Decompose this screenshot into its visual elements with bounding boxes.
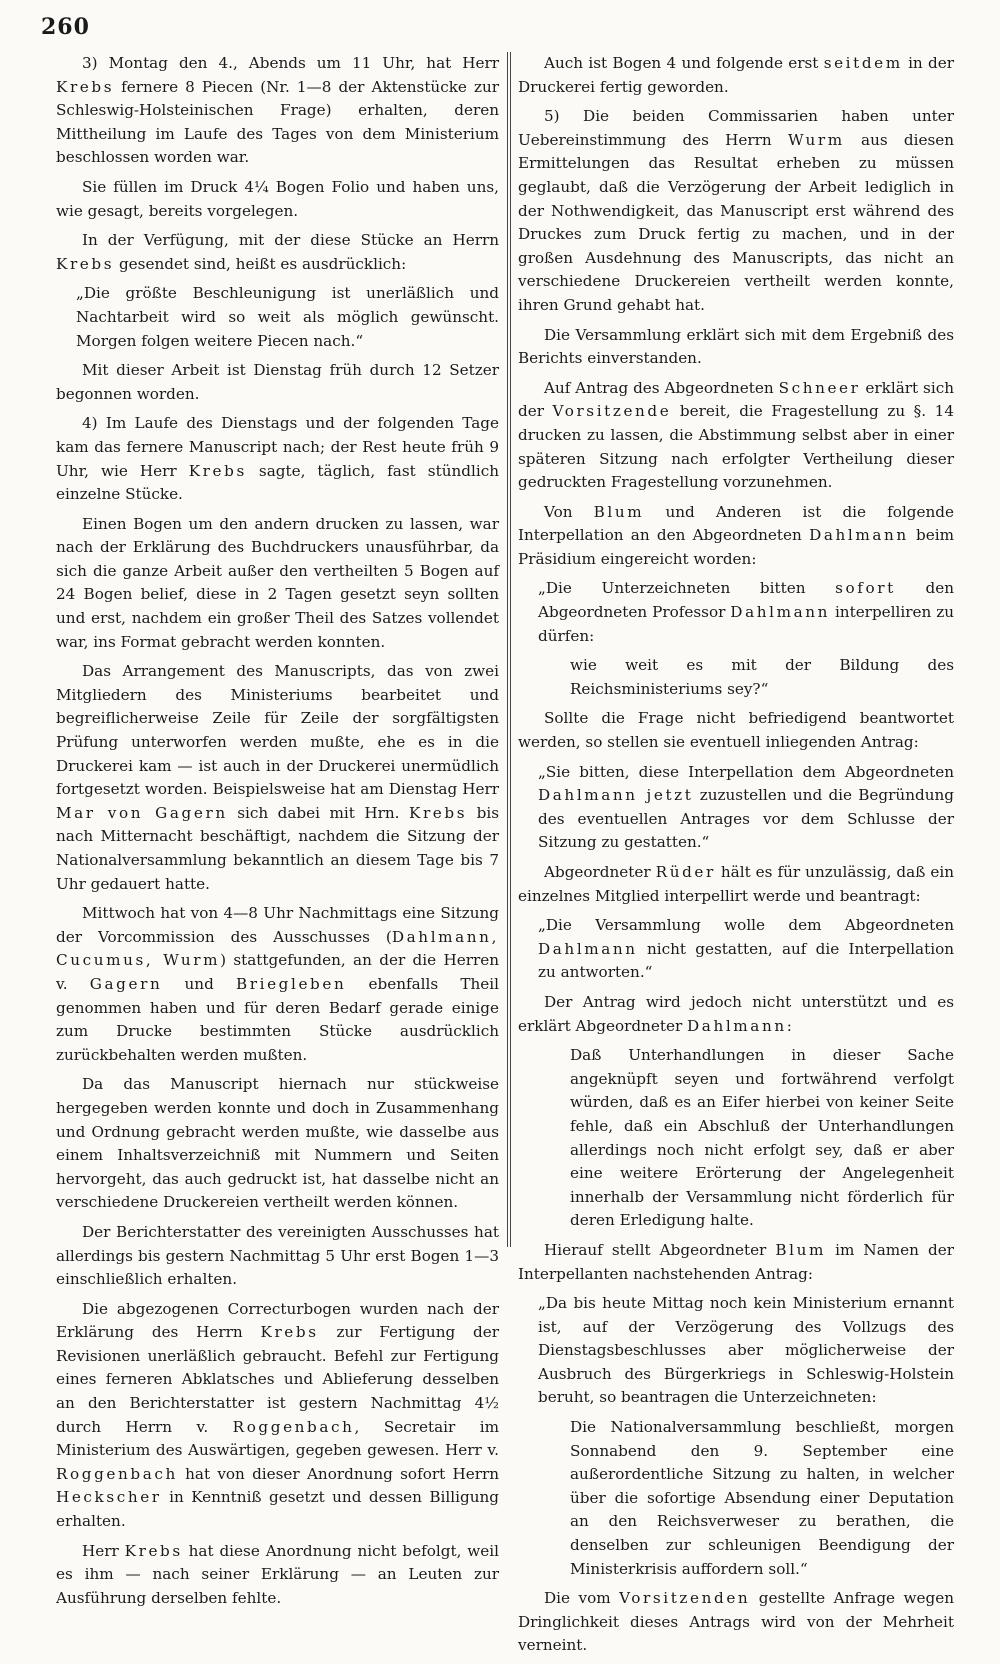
paragraph [518,105,954,317]
quoted-paragraph [570,1416,954,1581]
text-run: 3) Montag den 4., Abends um 11 Uhr, hat Herr [82,54,499,72]
quoted-paragraph [538,577,954,648]
spaced-name: Heckscher [56,1488,162,1507]
spaced-name: Dahlmann [538,939,638,958]
text-run: und [162,974,237,993]
text-run: Sollte die Frage nicht befriedigend beantwortet werden, so stellen sie eventuell inliegenden Antrag: [518,709,954,752]
left-column [56,52,499,1616]
text-run: Die abgezogenen Correcturbogen wurden nach der Erklärung des Herrn [56,1299,499,1342]
text-run: zur Fertigung der Revisionen unerläßlich gebraucht. Befehl zur Fertigung eines ferneren Abklatsches und Ablieferung desselben an den Berichterstatter ist gestern Nachmittag 4½ durch Herrn v. [56,1323,500,1436]
text-run: aus diesen Ermittelungen das Resultat erheben zu müssen geglaubt, daß die Verzögerung der Arbeit lediglich in der Nothwendigkeit, das Manuscript erst während des Druckes zum Druck fertig zu machen, und in der großen Ausdehnung des Manuscripts, das nicht an verschiedene Druckereien vertheilt werden konnte, ihren Grund gehabt hat. [518,130,955,314]
paragraph [56,359,499,406]
paragraph [518,501,954,572]
text-run: bereit, die Fragestellung zu §. 14 drucken zu lassen, die Abstimmung selbst aber in einer späteren Sitzung nach erfolgter Vertheilung dieser gedruckten Fragestellung vorzunehmen. [518,402,954,492]
text-run: Die vom [544,1589,620,1608]
spaced-name: Krebs [56,254,115,273]
spaced-name: Krebs [56,77,115,96]
text-run: Der Berichterstatter des vereinigten Ausschusses hat allerdings bis gestern Nachmittag 5 Uhr erst Bogen 1—3 einschließlich erhalten. [56,1222,499,1289]
text-run: interpelliren zu dürfen: [538,603,954,645]
text-run: Herr [82,1541,125,1560]
spaced-name: Vorsitzende [552,402,672,421]
paragraph [518,861,954,908]
spaced-name: Krebs [188,461,247,480]
paragraph [56,902,499,1067]
spaced-name: Dahlmann, Cucumus, Wurm [56,927,499,970]
paragraph [56,52,499,170]
text-run: hat diese Anordnung nicht befolgt, weil es ihm — nach seiner Erklärung — an Leuten zur Ausführung derselben fehlte. [56,1541,499,1607]
spaced-name: Roggenbach [232,1417,355,1436]
text-run: Die Nationalversammlung beschließt, morgen Sonnabend den 9. September eine außerordentliche Sitzung zu halten, in welcher über die sofortige Absendung einer Deputation an den Reichsverweser zu berathen, die denselben zur schleunigen Beendigung der Ministerkrisis auffordern soll.“ [570,1418,954,1578]
text-run: Daß Unterhandlungen in dieser Sache angeknüpft seyen und fortwährend verfolgt würden, daß es an Eifer hierbei von keiner Seite fehle, daß ein Abschluß der Unterhandlungen allerdings noch nicht erfolgt sey, daß er aber eine weitere Erörterung der Angelegenheit innerhalb der Versammlung nicht förderlich für deren Erledigung halte. [570,1046,954,1230]
text-run: im Namen der Interpellanten nachstehenden Antrag: [518,1240,954,1283]
spaced-name: Krebs [124,1541,183,1560]
paragraph [56,660,499,896]
text-run: : [786,1016,792,1035]
text-run: gestellte Anfrage wegen Dringlichkeit dieses Antrags wird von der Mehrheit verneint. [518,1589,954,1655]
paragraph [518,991,954,1038]
text-run: Von [544,502,594,521]
column-divider [507,52,511,1247]
text-run: und Anderen ist die folgende Interpellation an den Abgeordneten [518,502,955,545]
paragraph [56,513,499,655]
spaced-name: Gagern [89,974,163,993]
spaced-name: Schneer [778,378,861,397]
paragraph [56,1221,499,1292]
text-run: Der Antrag wird jedoch nicht unterstützt und es erklärt Abgeordneter [518,992,954,1035]
text-run: nicht gestatten, auf die Interpellation zu antworten.“ [538,939,954,982]
paragraph [56,176,499,223]
text-run: Auch ist Bogen 4 und folgende erst [544,54,824,72]
quoted-paragraph [538,914,954,985]
paragraph [56,1298,499,1534]
text-run: Mittwoch hat von 4—8 Uhr Nachmittags eine Sitzung der Vorcommission des Ausschusses ( [56,904,499,946]
spaced-name: Dahlmann jetzt [538,786,694,805]
text-run: „Die Unterzeichneten bitten [538,579,836,598]
paragraph [518,324,954,371]
text-run: gesendet sind, heißt es ausdrücklich: [114,254,407,273]
spaced-name: Roggenbach [56,1464,178,1483]
spaced-name: Wurm [787,130,845,149]
text-run: den Abgeordneten Professor [538,579,954,622]
spaced-name: seitdem [823,54,903,72]
text-run: , Secretair im Ministerium des Auswärtigen, gegeben gewesen. Herr v. [56,1417,499,1460]
text-run: erklärt sich der [518,378,954,421]
text-run: Hierauf stellt Abgeordneter [544,1240,776,1259]
text-run: Mit dieser Arbeit ist Dienstag früh durch 12 Setzer begonnen worden. [56,361,499,403]
spaced-name: Rüder [655,863,716,881]
paragraph [56,412,499,506]
text-run: Auf Antrag des Abgeordneten [544,378,779,397]
text-run: ebenfalls Theil genommen haben und für deren Bedarf gerade einige zum Drucke bestimmten Stücke ausdrücklich zurückbehalten werden mußten. [56,974,499,1064]
spaced-name: Blum [775,1240,827,1259]
text-run: Sie füllen im Druck 4¼ Bogen Folio und haben uns, wie gesagt, bereits vorgelegen. [56,177,499,220]
spaced-name: Krebs [260,1323,319,1342]
spaced-name: Vorsitzenden [619,1589,751,1608]
paragraph [56,1073,499,1215]
text-run: Einen Bogen um den andern drucken zu lassen, war nach der Erklärung des Buchdruckers unausführbar, da sich die ganze Arbeit außer den vertheilten 5 Bogen auf 24 Bogen belief, diese in 2 Tagen gesetzt seyn sollten und erst, nachdem ein großer Theil des Satzes vollendet war, ins Format gebracht werden konnten. [56,514,499,651]
text-run: in der Druckerei fertig geworden. [518,54,955,96]
text-run: 4) Im Laufe des Dienstags und der folgenden Tage kam das fernere Manuscript nach; der Rest heute früh 9 Uhr, wie Herr [56,414,499,480]
text-run: In der Verfügung, mit der diese Stücke an Herrn [82,231,499,250]
text-run: Das Arrangement des Manuscripts, das von zwei Mitgliedern des Ministeriums bearbeitet und begreiflicherweise Zeile für Zeile der sorgfältigsten Prüfung unterworfen werden mußte, ehe es in die Druckerei kam — ist auch in der Druckerei unermüdlich fortgesetzt worden. Beispielsweise hat am Dienstag Herr [56,662,499,799]
paragraph [518,1587,954,1658]
text-run: Da das Manuscript hiernach nur stückweise hergegeben werden konnte und doch in Zusammenhang und Ordnung gebracht werden mußte, wie dasselbe aus einem Inhaltsverzeichniß mit Nummern und Seiten hervorgeht, das auch gedruckt ist, hat dasselbe nicht an verschiedene Druckereien vertheilt werden können. [56,1075,499,1212]
spaced-name: Briegleben [236,974,347,993]
text-run: hält es für unzulässig, daß ein einzelnes Mitglied interpellirt werde und beantragt: [518,863,954,905]
text-run: beim Präsidium eingereicht worden: [518,526,954,568]
spaced-name: Krebs [409,803,468,822]
spaced-name: Dahlmann [730,603,830,622]
paragraph [518,52,954,99]
text-run: fernere 8 Piecen (Nr. 1—8 der Aktenstücke zur Schleswig-Holsteinischen Frage) erhalten, deren Mittheilung im Laufe des Tages von dem Ministerium beschlossen worden war. [56,77,499,167]
paragraph [56,229,499,276]
spaced-name: Dahlmann [687,1016,787,1035]
text-run: wie weit es mit der Bildung des Reichsministeriums sey?“ [570,656,954,698]
text-run: „Da bis heute Mittag noch kein Ministerium ernannt ist, auf der Verzögerung des Vollzugs des Dienstagsbeschlusses aber möglicherweise der Ausbruch des Bürgerkriegs in Schleswig-Holstein beruht, so beantragen die Unterzeichneten: [538,1294,954,1407]
quoted-paragraph [570,654,954,701]
text-run: „Die Versammlung wolle dem Abgeordneten [538,916,954,935]
quoted-paragraph [76,282,499,353]
quoted-paragraph [538,761,954,855]
paragraph [518,707,954,754]
text-run: ) stattgefunden, an der die Herren v. [56,951,499,993]
text-run: hat von dieser Anordnung sofort Herrn [177,1464,499,1483]
right-column [518,52,954,1664]
paragraph [56,1540,499,1611]
spaced-name: sofort [835,579,896,598]
spaced-name: Dahlmann [809,526,909,545]
spaced-name: Mar von Gagern [56,803,228,822]
text-run: Abgeordneter [544,863,656,881]
text-run: „Sie bitten, diese Interpellation dem Abgeordneten [538,762,954,781]
text-run: 5) Die beiden Commissarien haben unter Uebereinstimmung des Herrn [518,107,954,149]
text-run: „Die größte Beschleunigung ist unerläßlich und Nachtarbeit wird so weit als möglich gewünscht. Morgen folgen weitere Piecen nach.“ [76,284,499,350]
text-run: in Kenntniß gesetzt und dessen Billigung erhalten. [56,1488,499,1531]
text-run: sagte, täglich, fast stündlich einzelne Stücke. [56,461,499,504]
paragraph [518,377,954,495]
text-run: bis nach Mitternacht beschäftigt, nachdem die Sitzung der Nationalversammlung bekanntlich an diesem Tage bis 7 Uhr gedauert hatte. [56,803,499,893]
quoted-paragraph [570,1044,954,1233]
text-run: sich dabei mit Hrn. [227,803,409,822]
quoted-paragraph [538,1292,954,1410]
page-number: 260 [41,14,90,40]
paragraph [518,1239,954,1286]
text-run: Die Versammlung erklärt sich mit dem Ergebniß des Berichts einverstanden. [518,325,954,368]
text-run: zuzustellen und die Begründung des eventuellen Antrages vor dem Schlusse der Sitzung zu gestatten.“ [538,786,954,852]
spaced-name: Blum [593,502,645,521]
